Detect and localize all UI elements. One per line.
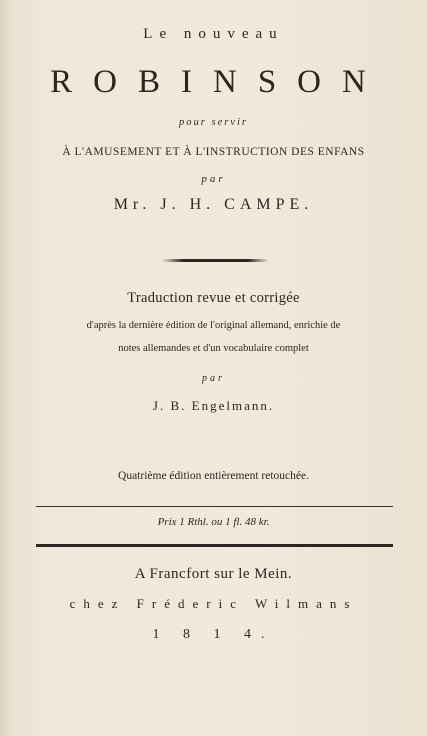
book-title: ROBINSON	[50, 64, 387, 100]
translation-note: Traduction revue et corrigée	[127, 290, 300, 306]
purpose-intro: pour servir	[179, 117, 248, 128]
year: 1 8 1 4.	[152, 627, 275, 642]
edition-note: Quatrième édition entièrement retouchée.	[118, 470, 309, 482]
price: Prix 1 Rthl. ou 1 fl. 48 kr.	[157, 516, 270, 528]
price-rule-top	[36, 506, 393, 507]
translation-detail-2: notes allemandes et d'un vocabulaire complet	[118, 343, 309, 354]
by-label: par	[201, 173, 226, 185]
place: A Francfort sur le Mein.	[134, 566, 293, 582]
by-label-2: par	[202, 373, 225, 384]
price-rule-bottom	[36, 544, 393, 547]
translator-name: J. B. Engelmann.	[152, 398, 275, 413]
title-prefix: Le nouveau	[143, 26, 284, 42]
publisher: chez Fréderic Wilmans	[69, 596, 358, 611]
translation-detail-1: d'après la dernière édition de l'original allemand, enrichie de	[86, 320, 341, 331]
author-name: Mr. J. H. CAMPE.	[113, 196, 314, 213]
purpose-text: À L'AMUSEMENT ET À L'INSTRUCTION DES ENFANS	[62, 146, 365, 158]
ornament-rule	[162, 259, 269, 262]
